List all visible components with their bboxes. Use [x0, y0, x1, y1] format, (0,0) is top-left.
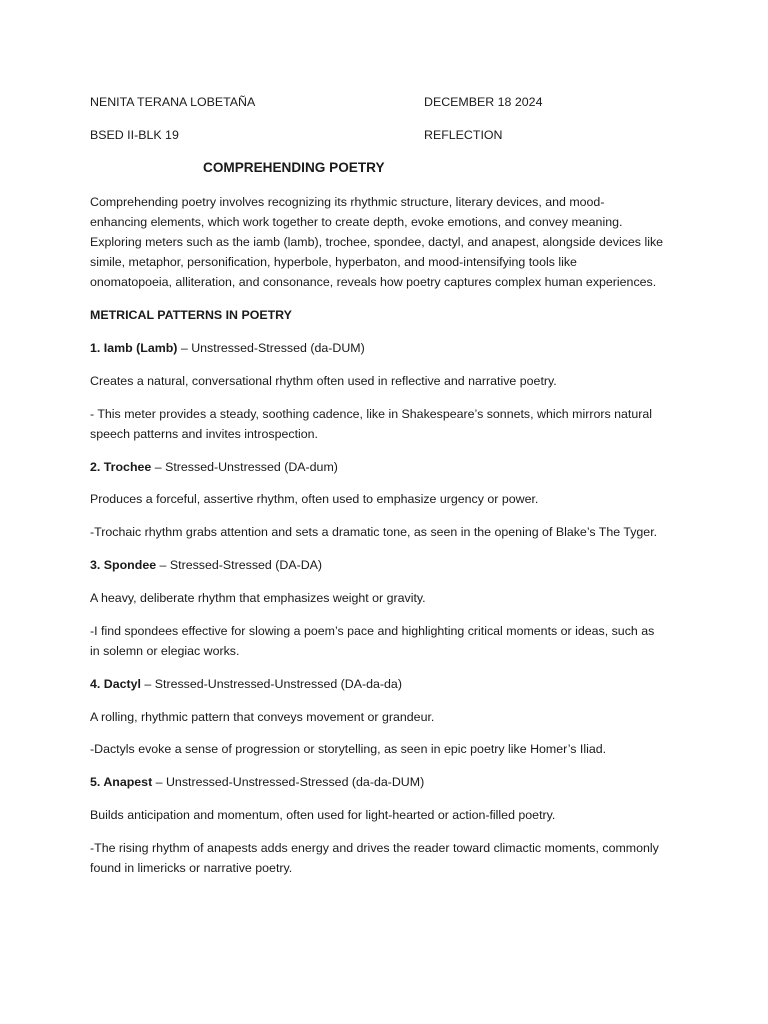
meter-name: 2. Trochee — [90, 460, 152, 474]
meter-pattern: – Unstressed-Stressed (da-DUM) — [177, 341, 365, 355]
meter-reflection-line: -Dactyls evoke a sense of progression or storytelling, as seen in epic poetry like Homer’s Iliad. — [90, 742, 607, 756]
meter-description: Produces a forceful, assertive rhythm, often used to emphasize urgency or power. — [90, 492, 539, 506]
meter-name: 5. Anapest — [90, 775, 153, 789]
document-title: COMPREHENDING POETRY — [203, 160, 385, 175]
meter-heading — [90, 338, 365, 358]
intro-line: Exploring meters such as the iamb (lamb), trochee, spondee, dactyl, and anapest, alongside devices like — [90, 235, 664, 249]
meter-pattern: – Unstressed-Unstressed-Stressed (da-da-DUM) — [152, 775, 425, 789]
document-type: REFLECTION — [424, 128, 503, 142]
section-heading: METRICAL PATTERNS IN POETRY — [90, 308, 292, 322]
meter-pattern: – Stressed-Unstressed-Unstressed (DA-da-da) — [140, 677, 402, 691]
meter-heading — [90, 772, 424, 792]
meter-description: Builds anticipation and momentum, often used for light-hearted or action-filled poetry. — [90, 808, 556, 822]
meter-name: 1. Iamb (Lamb) — [90, 341, 178, 355]
meter-description: A rolling, rhythmic pattern that conveys movement or grandeur. — [90, 710, 435, 724]
class-section: BSED II-BLK 19 — [90, 128, 179, 142]
meter-reflection-line: -The rising rhythm of anapests adds energy and drives the reader toward climactic moments, commonly — [90, 841, 659, 855]
meter-reflection-line: - This meter provides a steady, soothing cadence, like in Shakespeare’s sonnets, which mirrors natural — [90, 407, 652, 421]
meter-reflection-line: -I find spondees effective for slowing a poem’s pace and highlighting critical moments or ideas, such as — [90, 624, 655, 638]
meter-name: 3. Spondee — [90, 558, 157, 572]
meter-pattern: – Stressed-Unstressed (DA-dum) — [151, 460, 338, 474]
document-date: DECEMBER 18 2024 — [424, 95, 543, 109]
intro-line: Comprehending poetry involves recognizing its rhythmic structure, literary devices, and mood- — [90, 195, 605, 209]
meter-name: 4. Dactyl — [90, 677, 141, 691]
intro-line: onomatopoeia, alliteration, and consonance, reveals how poetry captures complex human experiences. — [90, 275, 657, 289]
meter-reflection-line: -Trochaic rhythm grabs attention and sets a dramatic tone, as seen in the opening of Blake’s The Tyger. — [90, 525, 658, 539]
author-name: NENITA TERANA LOBETAÑA — [90, 95, 256, 109]
meter-heading — [90, 457, 338, 477]
meter-heading — [90, 674, 402, 694]
meter-reflection-line: in solemn or elegiac works. — [90, 644, 240, 658]
meter-description: A heavy, deliberate rhythm that emphasizes weight or gravity. — [90, 591, 426, 605]
meter-reflection-line: speech patterns and invites introspection. — [90, 427, 318, 441]
meter-pattern: – Stressed-Stressed (DA-DA) — [156, 558, 323, 572]
intro-line: simile, metaphor, personification, hyperbole, hyperbaton, and mood-intensifying tools like — [90, 255, 577, 269]
meter-reflection-line: found in limericks or narrative poetry. — [90, 861, 293, 875]
meter-description: Creates a natural, conversational rhythm often used in reflective and narrative poetry. — [90, 374, 557, 388]
intro-line: enhancing elements, which work together to create depth, evoke emotions, and convey meaning. — [90, 215, 623, 229]
meter-heading — [90, 555, 322, 575]
